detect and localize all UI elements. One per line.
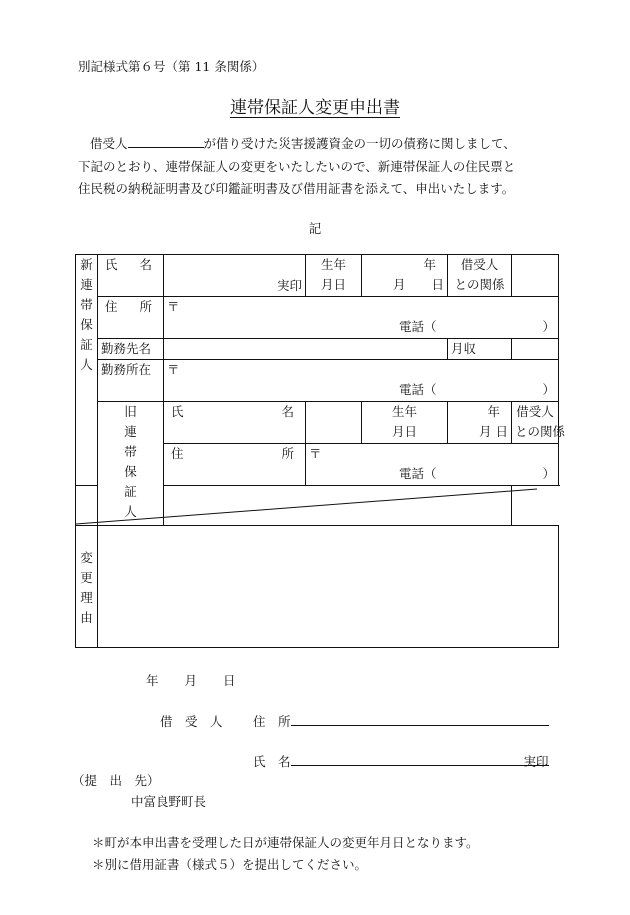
old-guarantor-label: 旧 連 帯 保 証 人	[98, 402, 164, 526]
footer-name-field[interactable]	[291, 752, 549, 769]
new-income-field[interactable]	[512, 339, 559, 360]
intro-line-2: 下記のとおり、連帯保証人の変更をいたしたいので、新連帯保証人の住民票と	[78, 159, 516, 174]
note-2: ＊別に借用証書（様式５）を提出してください。	[92, 857, 368, 872]
submit-to-label: （提 出 先）	[72, 773, 160, 788]
new-address-field[interactable]	[164, 297, 559, 339]
old-relation-label: 借受人 との関係	[512, 402, 559, 444]
form-number: 別記様式第６号（第 11 条関係）	[78, 59, 265, 74]
footer-seal-label: 実印	[523, 754, 549, 769]
old-birth-field[interactable]: 年 月 日	[448, 402, 512, 444]
reason-label: 変 更 理 由	[76, 526, 98, 648]
new-guarantor-label: 新 連 帯 保 証 人	[76, 255, 98, 486]
old-address-label: 住 所	[164, 444, 306, 486]
new-work-address-field[interactable]	[164, 360, 559, 402]
new-phone: 電話（ ）	[398, 319, 555, 334]
reason-field[interactable]	[98, 526, 559, 648]
intro-borrower-label: 借受人	[90, 136, 128, 151]
new-name-label: 氏 名	[98, 255, 164, 297]
footer-name-row: 氏 名 実印	[253, 754, 549, 769]
new-relation-label: 借受人 との関係	[448, 255, 512, 297]
borrower-label: 借 受 人	[160, 714, 223, 729]
old-name-field[interactable]	[306, 402, 362, 444]
intro-line-3: 住民税の納税証明書及び印鑑証明書及び借用証書を添えて、申出いたします。	[78, 181, 515, 196]
borrower-blank[interactable]	[128, 135, 204, 148]
new-name-field[interactable]	[164, 255, 306, 297]
note-1: ＊町が本申出書を受理した日が連帯保証人の変更年月日となります。	[92, 835, 479, 850]
old-address-field[interactable]	[306, 444, 559, 486]
new-work-postal-mark: 〒	[167, 362, 180, 377]
ki-heading: 記	[308, 221, 322, 236]
new-address-label: 住 所	[98, 297, 164, 339]
old-postal-mark: 〒	[309, 446, 322, 461]
new-workplace-field[interactable]	[164, 339, 448, 360]
footer-address-row: 住 所	[253, 712, 549, 730]
intro-line-1-text: が借り受けた災害援護資金の一切の債務に関しまして、	[203, 136, 516, 151]
new-birth-field[interactable]: 年 月 日	[362, 255, 448, 297]
old-name-label: 氏 名	[164, 402, 306, 444]
page-title: 連帯保証人変更申出書	[230, 98, 400, 118]
new-workplace-label: 勤務先名	[98, 339, 164, 360]
new-seal-label: 実印	[276, 278, 302, 293]
new-postal-mark: 〒	[167, 299, 180, 314]
new-relation-field[interactable]	[512, 255, 559, 297]
new-work-phone: 電話（ ）	[398, 382, 555, 397]
new-birth-label: 生年 月日	[306, 255, 362, 297]
date-line: 年 月 日	[146, 673, 236, 688]
intro-line-1	[90, 134, 516, 152]
diagonal-line	[76, 486, 537, 526]
mayor-label: 中富良野町長	[131, 794, 207, 809]
new-income-label: 月収	[448, 339, 512, 360]
footer-address-field[interactable]	[291, 712, 549, 726]
old-phone: 電話（ ）	[398, 466, 555, 481]
guarantor-table	[75, 254, 566, 648]
old-birth-label: 生年 月日	[362, 402, 448, 444]
old-unused-diagonal	[76, 486, 512, 526]
new-work-address-label: 勤務所在	[98, 360, 164, 402]
